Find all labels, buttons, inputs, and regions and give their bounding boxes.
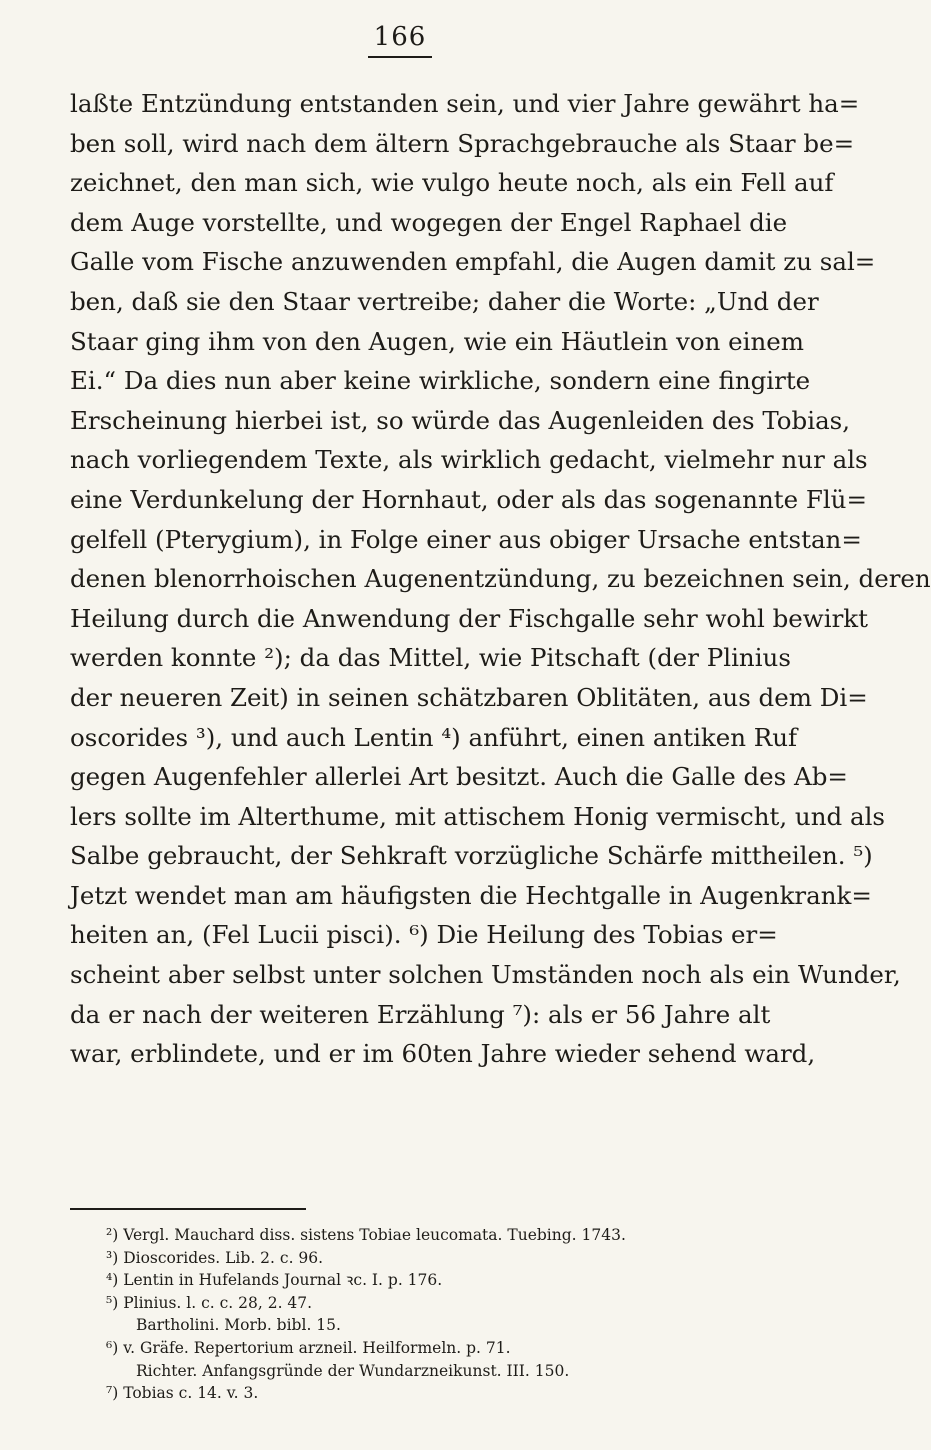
footnote-continuation: Richter. Anfangsgründe der Wundarzneikunst. III. 150. <box>136 1361 570 1380</box>
text-line: Erscheinung hierbei ist, so würde das Augenleiden des Tobias, <box>70 405 851 435</box>
footnote: ²) Vergl. Mauchard diss. sistens Tobiae leucomata. Tuebing. 1743. <box>106 1226 626 1244</box>
footnote: ⁵) Plinius. l. c. c. 28, 2. 47. <box>106 1293 313 1312</box>
text-line: oscorides ³), und auch Lentin ⁴) anführt, einen antiken Ruf <box>70 722 798 752</box>
footnote: ⁶) v. Gräfe. Repertorium arzneil. Heilformeln. p. 71. <box>106 1338 511 1357</box>
text-line: zeichnet, den man sich, wie vulgo heute noch, als ein Fell auf <box>70 168 834 198</box>
footnote: ⁷) Tobias c. 14. v. 3. <box>106 1384 259 1403</box>
text-line: dem Auge vorstellte, und wogegen der Engel Raphael die <box>70 207 788 237</box>
text-line: ben soll, wird nach dem ältern Sprachgebrauche als Staar be= <box>70 128 855 158</box>
text-line: gegen Augenfehler allerlei Art besitzt. Auch die Galle des Ab= <box>70 762 848 792</box>
text-line: scheint aber selbst unter solchen Umständen noch als ein Wunder, <box>70 960 901 990</box>
text-line: da er nach der weiteren Erzählung ⁷): als er 56 Jahre alt <box>70 999 771 1029</box>
footnote-rule <box>70 1208 306 1210</box>
text-line: war, erblindete, und er im 60ten Jahre wieder sehend ward, <box>70 1039 816 1069</box>
footnotes <box>106 1224 746 1405</box>
text-line: ben, daß sie den Staar vertreibe; daher die Worte: „Und der <box>70 286 819 316</box>
text-line: Jetzt wendet man am häufigsten die Hechtgalle in Augenkrank= <box>70 880 872 910</box>
text-line: gelfell (Pterygium), in Folge einer aus obiger Ursache entstan= <box>70 524 862 554</box>
text-line: lers sollte im Alterthume, mit attischem Honig vermischt, und als <box>70 801 885 831</box>
text-line: Staar ging ihm von den Augen, wie ein Häutlein von einem <box>70 326 804 356</box>
text-line: Salbe gebraucht, der Sehkraft vorzügliche Schärfe mittheilen. ⁵) <box>70 841 873 871</box>
header-rule <box>368 56 432 58</box>
text-line: Galle vom Fische anzuwenden empfahl, die Augen damit zu sal= <box>70 247 876 277</box>
footnote: ³) Dioscorides. Lib. 2. c. 96. <box>106 1248 324 1267</box>
text-line: Ei.“ Da dies nun aber keine wirkliche, sondern eine fingirte <box>70 366 811 396</box>
footnote-continuation: Bartholini. Morb. bibl. 15. <box>136 1316 341 1335</box>
text-line: denen blenorrhoischen Augenentzündung, zu bezeichnen sein, deren <box>70 564 931 594</box>
page-number: 166 <box>373 22 427 52</box>
footnote: ⁴) Lentin in Hufelands Journal ꝛc. I. p. 176. <box>106 1271 443 1290</box>
body-text <box>70 84 931 1074</box>
text-line: werden konnte ²); da das Mittel, wie Pitschaft (der Plinius <box>70 643 791 673</box>
text-line: eine Verdunkelung der Hornhaut, oder als das sogenannte Flü= <box>70 484 867 514</box>
text-line: heiten an, (Fel Lucii pisci). ⁶) Die Heilung des Tobias er= <box>70 920 778 950</box>
text-line: Heilung durch die Anwendung der Fischgalle sehr wohl bewirkt <box>70 603 868 633</box>
text-line: der neueren Zeit) in seinen schätzbaren Oblitäten, aus dem Di= <box>70 682 868 712</box>
text-line: nach vorliegendem Texte, als wirklich gedacht, vielmehr nur als <box>70 445 868 475</box>
text-line: laßte Entzündung entstanden sein, und vier Jahre gewährt ha= <box>70 89 860 118</box>
